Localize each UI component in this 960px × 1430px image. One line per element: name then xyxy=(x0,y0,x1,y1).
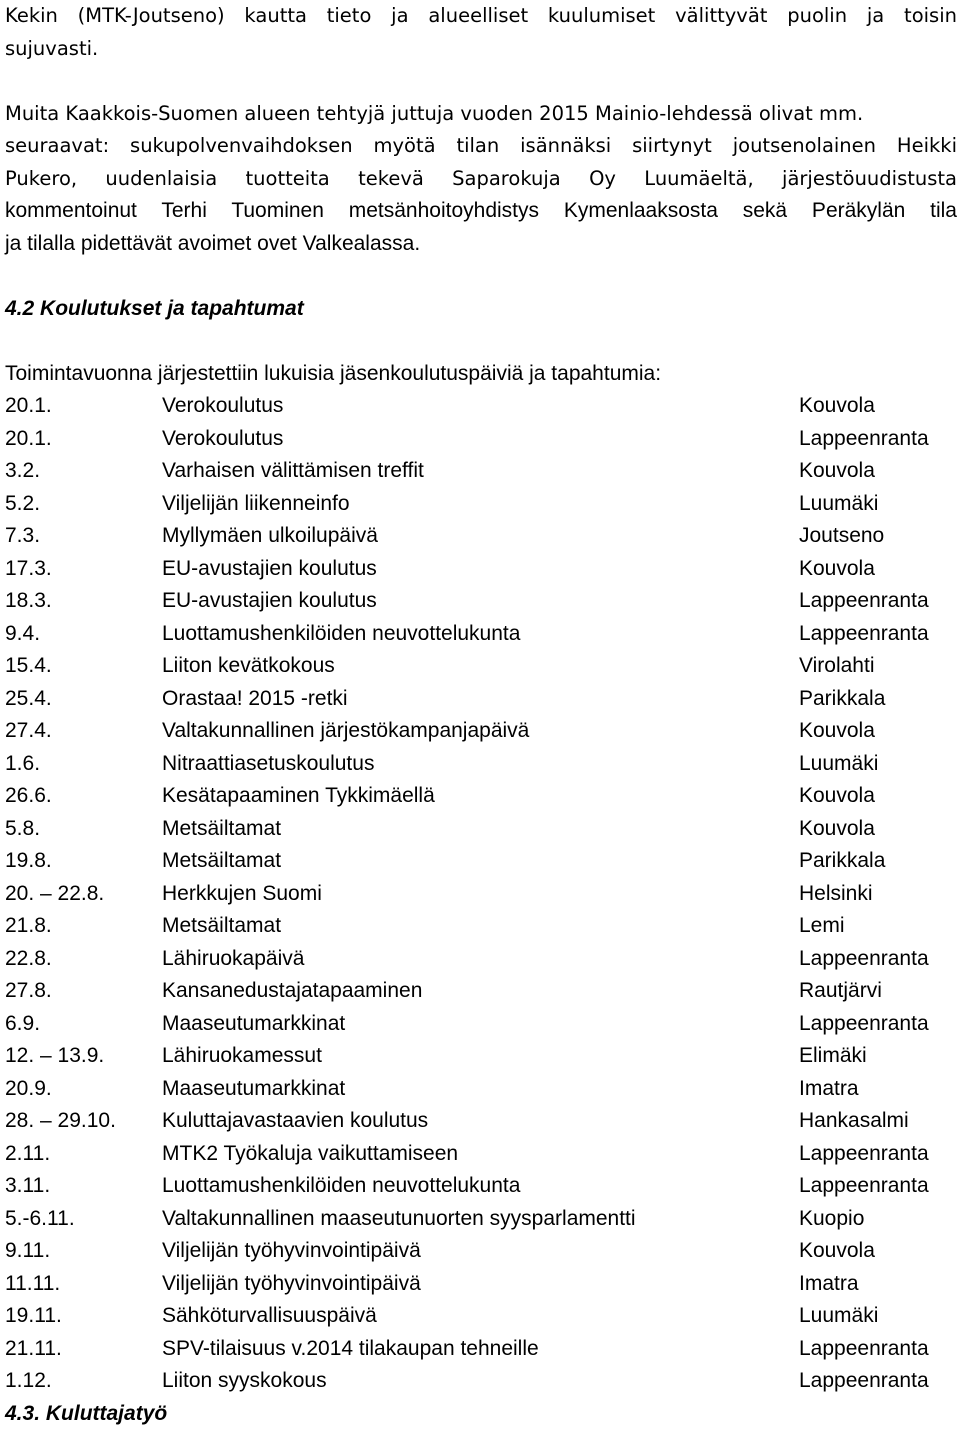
event-row xyxy=(5,845,957,878)
event-date: 5.8. xyxy=(5,813,40,846)
event-date: 20.9. xyxy=(5,1073,52,1106)
event-row xyxy=(5,1105,957,1138)
event-place: Kouvola xyxy=(799,390,875,423)
event-place: Rautjärvi xyxy=(799,975,882,1008)
event-row xyxy=(5,910,957,943)
event-date: 20.1. xyxy=(5,423,52,456)
event-row xyxy=(5,1008,957,1041)
event-place: Elimäki xyxy=(799,1040,867,1073)
event-date: 20. – 22.8. xyxy=(5,878,104,911)
event-row xyxy=(5,683,957,716)
event-name: SPV-tilaisuus v.2014 tilakaupan tehneille xyxy=(162,1333,539,1366)
event-date: 19.11. xyxy=(5,1300,62,1333)
event-place: Kouvola xyxy=(799,813,875,846)
paragraph-line: kommentoinut Terhi Tuominen metsänhoitoyhdistys Kymenlaaksosta sekä Peräkylän tila xyxy=(5,195,957,228)
event-row xyxy=(5,780,957,813)
event-date: 2.11. xyxy=(5,1138,50,1171)
event-row xyxy=(5,748,957,781)
event-date: 17.3. xyxy=(5,553,52,586)
event-row xyxy=(5,975,957,1008)
event-row xyxy=(5,553,957,586)
event-place: Lappeenranta xyxy=(799,943,929,976)
event-name: Metsäiltamat xyxy=(162,813,281,846)
event-name: Verokoulutus xyxy=(162,423,283,456)
event-date: 22.8. xyxy=(5,943,52,976)
event-name: Kansanedustajatapaaminen xyxy=(162,975,422,1008)
event-name: Verokoulutus xyxy=(162,390,283,423)
event-date: 21.8. xyxy=(5,910,52,943)
event-place: Kouvola xyxy=(799,715,875,748)
event-place: Luumäki xyxy=(799,1300,878,1333)
event-name: Orastaa! 2015 -retki xyxy=(162,683,348,716)
paragraph-gap xyxy=(5,260,957,293)
paragraph-line: Kekin (MTK-Joutseno) kautta tieto ja alueelliset kuulumiset välittyvät puolin ja toisin xyxy=(5,0,957,33)
event-name: Luottamushenkilöiden neuvottelukunta xyxy=(162,1170,520,1203)
event-name: Liiton syyskokous xyxy=(162,1365,327,1398)
event-name: Maaseutumarkkinat xyxy=(162,1008,345,1041)
event-row xyxy=(5,715,957,748)
event-row xyxy=(5,423,957,456)
event-place: Lemi xyxy=(799,910,845,943)
event-date: 9.11. xyxy=(5,1235,50,1268)
event-place: Lappeenranta xyxy=(799,1170,929,1203)
event-row xyxy=(5,1333,957,1366)
event-row xyxy=(5,455,957,488)
event-name: Nitraattiasetuskoulutus xyxy=(162,748,374,781)
event-name: Varhaisen välittämisen treffit xyxy=(162,455,424,488)
event-place: Imatra xyxy=(799,1073,859,1106)
event-date: 26.6. xyxy=(5,780,52,813)
event-name: Liiton kevätkokous xyxy=(162,650,335,683)
event-date: 9.4. xyxy=(5,618,40,651)
articles-paragraph xyxy=(5,98,957,261)
event-date: 3.2. xyxy=(5,455,40,488)
event-date: 25.4. xyxy=(5,683,52,716)
event-date: 21.11. xyxy=(5,1333,62,1366)
event-row xyxy=(5,1300,957,1333)
paragraph-line: seuraavat: sukupolvenvaihdoksen myötä tilan isännäksi siirtynyt joutsenolainen Heikki xyxy=(5,130,957,163)
event-row xyxy=(5,1073,957,1106)
intro-paragraph xyxy=(5,0,957,65)
event-name: Maaseutumarkkinat xyxy=(162,1073,345,1106)
event-name: Viljelijän liikenneinfo xyxy=(162,488,350,521)
event-row xyxy=(5,943,957,976)
event-row xyxy=(5,390,957,423)
event-place: Virolahti xyxy=(799,650,875,683)
event-name: Lähiruokapäivä xyxy=(162,943,304,976)
event-date: 20.1. xyxy=(5,390,52,423)
event-row xyxy=(5,1235,957,1268)
paragraph-line: ja tilalla pidettävät avoimet ovet Valkealassa. xyxy=(5,228,957,261)
event-date: 18.3. xyxy=(5,585,52,618)
events-list xyxy=(5,390,957,1398)
event-place: Lappeenranta xyxy=(799,1365,929,1398)
event-date: 7.3. xyxy=(5,520,40,553)
event-place: Imatra xyxy=(799,1268,859,1301)
event-place: Joutseno xyxy=(799,520,884,553)
event-row xyxy=(5,585,957,618)
event-place: Kouvola xyxy=(799,553,875,586)
event-date: 3.11. xyxy=(5,1170,50,1203)
event-date: 12. – 13.9. xyxy=(5,1040,104,1073)
paragraph-line: sujuvasti. xyxy=(5,33,957,66)
event-place: Luumäki xyxy=(799,488,878,521)
event-row xyxy=(5,488,957,521)
event-date: 1.12. xyxy=(5,1365,52,1398)
event-name: MTK2 Työkaluja vaikuttamiseen xyxy=(162,1138,458,1171)
event-row xyxy=(5,878,957,911)
event-row xyxy=(5,650,957,683)
event-name: Valtakunnallinen järjestökampanjapäivä xyxy=(162,715,529,748)
event-row xyxy=(5,813,957,846)
event-date: 1.6. xyxy=(5,748,40,781)
section-heading-4-2: 4.2 Koulutukset ja tapahtumat xyxy=(5,293,957,326)
event-name: Metsäiltamat xyxy=(162,845,281,878)
event-date: 19.8. xyxy=(5,845,52,878)
event-date: 27.4. xyxy=(5,715,52,748)
event-name: EU-avustajien koulutus xyxy=(162,553,377,586)
event-place: Luumäki xyxy=(799,748,878,781)
event-place: Parikkala xyxy=(799,845,885,878)
event-date: 15.4. xyxy=(5,650,52,683)
event-row xyxy=(5,1138,957,1171)
event-place: Kouvola xyxy=(799,1235,875,1268)
paragraph-gap xyxy=(5,325,957,358)
event-name: EU-avustajien koulutus xyxy=(162,585,377,618)
event-place: Parikkala xyxy=(799,683,885,716)
event-name: Metsäiltamat xyxy=(162,910,281,943)
event-place: Kouvola xyxy=(799,780,875,813)
event-name: Lähiruokamessut xyxy=(162,1040,322,1073)
paragraph-line: Pukero, uudenlaisia tuotteita tekevä Saparokuja Oy Luumäeltä, järjestöuudistusta xyxy=(5,163,957,196)
event-name: Herkkujen Suomi xyxy=(162,878,322,911)
paragraph-gap xyxy=(5,65,957,98)
event-date: 5.-6.11. xyxy=(5,1203,75,1236)
event-row xyxy=(5,1268,957,1301)
event-row xyxy=(5,520,957,553)
event-name: Viljelijän työhyvinvointipäivä xyxy=(162,1235,421,1268)
event-row xyxy=(5,1170,957,1203)
event-row xyxy=(5,618,957,651)
event-name: Luottamushenkilöiden neuvottelukunta xyxy=(162,618,520,651)
event-place: Helsinki xyxy=(799,878,873,911)
event-date: 6.9. xyxy=(5,1008,40,1041)
events-intro: Toimintavuonna järjestettiin lukuisia jäsenkoulutuspäiviä ja tapahtumia: xyxy=(5,358,957,391)
document-page xyxy=(5,0,957,1430)
event-date: 11.11. xyxy=(5,1268,60,1301)
event-date: 5.2. xyxy=(5,488,40,521)
event-place: Lappeenranta xyxy=(799,1333,929,1366)
event-place: Lappeenranta xyxy=(799,1008,929,1041)
event-place: Lappeenranta xyxy=(799,423,929,456)
event-name: Viljelijän työhyvinvointipäivä xyxy=(162,1268,421,1301)
event-row xyxy=(5,1040,957,1073)
event-name: Kesätapaaminen Tykkimäellä xyxy=(162,780,435,813)
event-place: Kouvola xyxy=(799,455,875,488)
event-name: Myllymäen ulkoilupäivä xyxy=(162,520,378,553)
event-date: 28. – 29.10. xyxy=(5,1105,116,1138)
event-place: Lappeenranta xyxy=(799,1138,929,1171)
event-place: Lappeenranta xyxy=(799,585,929,618)
event-name: Kuluttajavastaavien koulutus xyxy=(162,1105,428,1138)
event-name: Sähköturvallisuuspäivä xyxy=(162,1300,377,1333)
section-heading-4-3: 4.3. Kuluttajatyö xyxy=(5,1398,957,1430)
paragraph-line: Muita Kaakkois-Suomen alueen tehtyjä juttuja vuoden 2015 Mainio-lehdessä olivat mm. xyxy=(5,98,957,131)
event-date: 27.8. xyxy=(5,975,52,1008)
event-place: Lappeenranta xyxy=(799,618,929,651)
event-row xyxy=(5,1365,957,1398)
event-name: Valtakunnallinen maaseutunuorten syysparlamentti xyxy=(162,1203,636,1236)
event-place: Kuopio xyxy=(799,1203,864,1236)
event-row xyxy=(5,1203,957,1236)
event-place: Hankasalmi xyxy=(799,1105,909,1138)
